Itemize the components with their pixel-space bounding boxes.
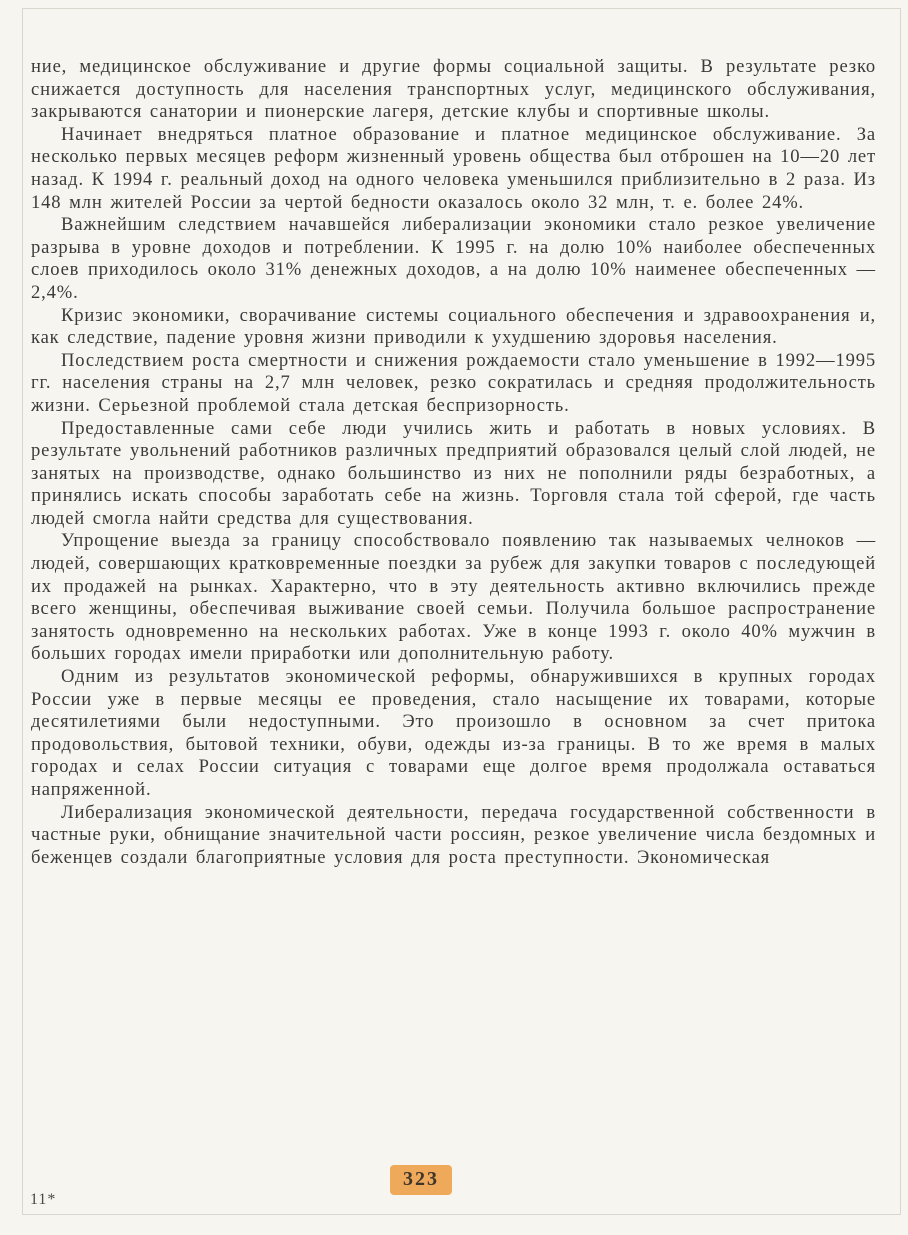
page-number: 323: [390, 1165, 452, 1195]
paragraph: ние, медицинское обслуживание и другие формы социальной защиты. В результате резко снижается доступность для населения транспортных услуг, медицинского обслуживания, закрываются санатории и пионерские лагеря, детские клубы и спортивные школы.: [31, 56, 876, 123]
paragraph: Предоставленные сами себе люди учились жить и работать в новых условиях. В результате увольнений работников различных предприятий образовался целый слой людей, не занятых на производстве, однако большинство из них не пополнили ряды безработных, а принялись искать способы заработать себе на жизнь. Торговля стала той сферой, где часть людей смогла найти средства для существования.: [31, 417, 876, 529]
paragraph: Либерализация экономической деятельности, передача государственной собственности в частные руки, обнищание значительной части россиян, резкое увеличение числа бездомных и беженцев создали благоприятные условия для роста преступности. Экономическая: [31, 801, 876, 868]
paragraph: Последствием роста смертности и снижения рождаемости стало уменьшение в 1992—1995 гг. населения страны на 2,7 млн человек, резко сократилась и средняя продолжительность жизни. Серьезной проблемой стала детская беспризорность.: [31, 349, 876, 416]
paragraph: Одним из результатов экономической реформы, обнаружившихся в крупных городах России уже в первые месяцы ее проведения, стало насыщение их товарами, которые десятилетиями были недоступными. Это произошло в основном за счет притока продовольствия, бытовой техники, обуви, одежды из-за границы. В то же время в малых городах и селах России ситуация с товарами еще долгое время продолжала оставаться напряженной.: [31, 666, 876, 800]
paragraph: Кризис экономики, сворачивание системы социального обеспечения и здравоохранения и, как следствие, падение уровня жизни приводили к ухудшению здоровья населения.: [31, 304, 876, 349]
paragraph: Начинает внедряться платное образование и платное медицинское обслуживание. За несколько первых месяцев реформ жизненный уровень общества был отброшен на 10—20 лет назад. К 1994 г. реальный доход на одного человека уменьшился приблизительно в 2 раза. Из 148 млн жителей России за чертой бедности оказалось около 32 млн, т. е. более 24%.: [31, 123, 876, 213]
body-text: [31, 56, 876, 869]
paragraph: Важнейшим следствием начавшейся либерализации экономики стало резкое увеличение разрыва в уровне доходов и потреблении. К 1995 г. на долю 10% наиболее обеспеченных слоев приходилось около 31% денежных доходов, а на долю 10% наименее обеспеченных — 2,4%.: [31, 214, 876, 303]
printers-signature-mark: 11*: [30, 1191, 57, 1208]
paragraph: Упрощение выезда за границу способствовало появлению так называемых челноков — людей, совершающих кратковременные поездки за рубеж для закупки товаров с последующей их продажей на рынках. Характерно, что в эту деятельность активно включились прежде всего женщины, обеспечивая выживание своей семьи. Получила большое распространение занятость одновременно на нескольких работах. Уже в конце 1993 г. около 40% мужчин в больших городах имели приработки или дополнительную работу.: [31, 530, 876, 665]
